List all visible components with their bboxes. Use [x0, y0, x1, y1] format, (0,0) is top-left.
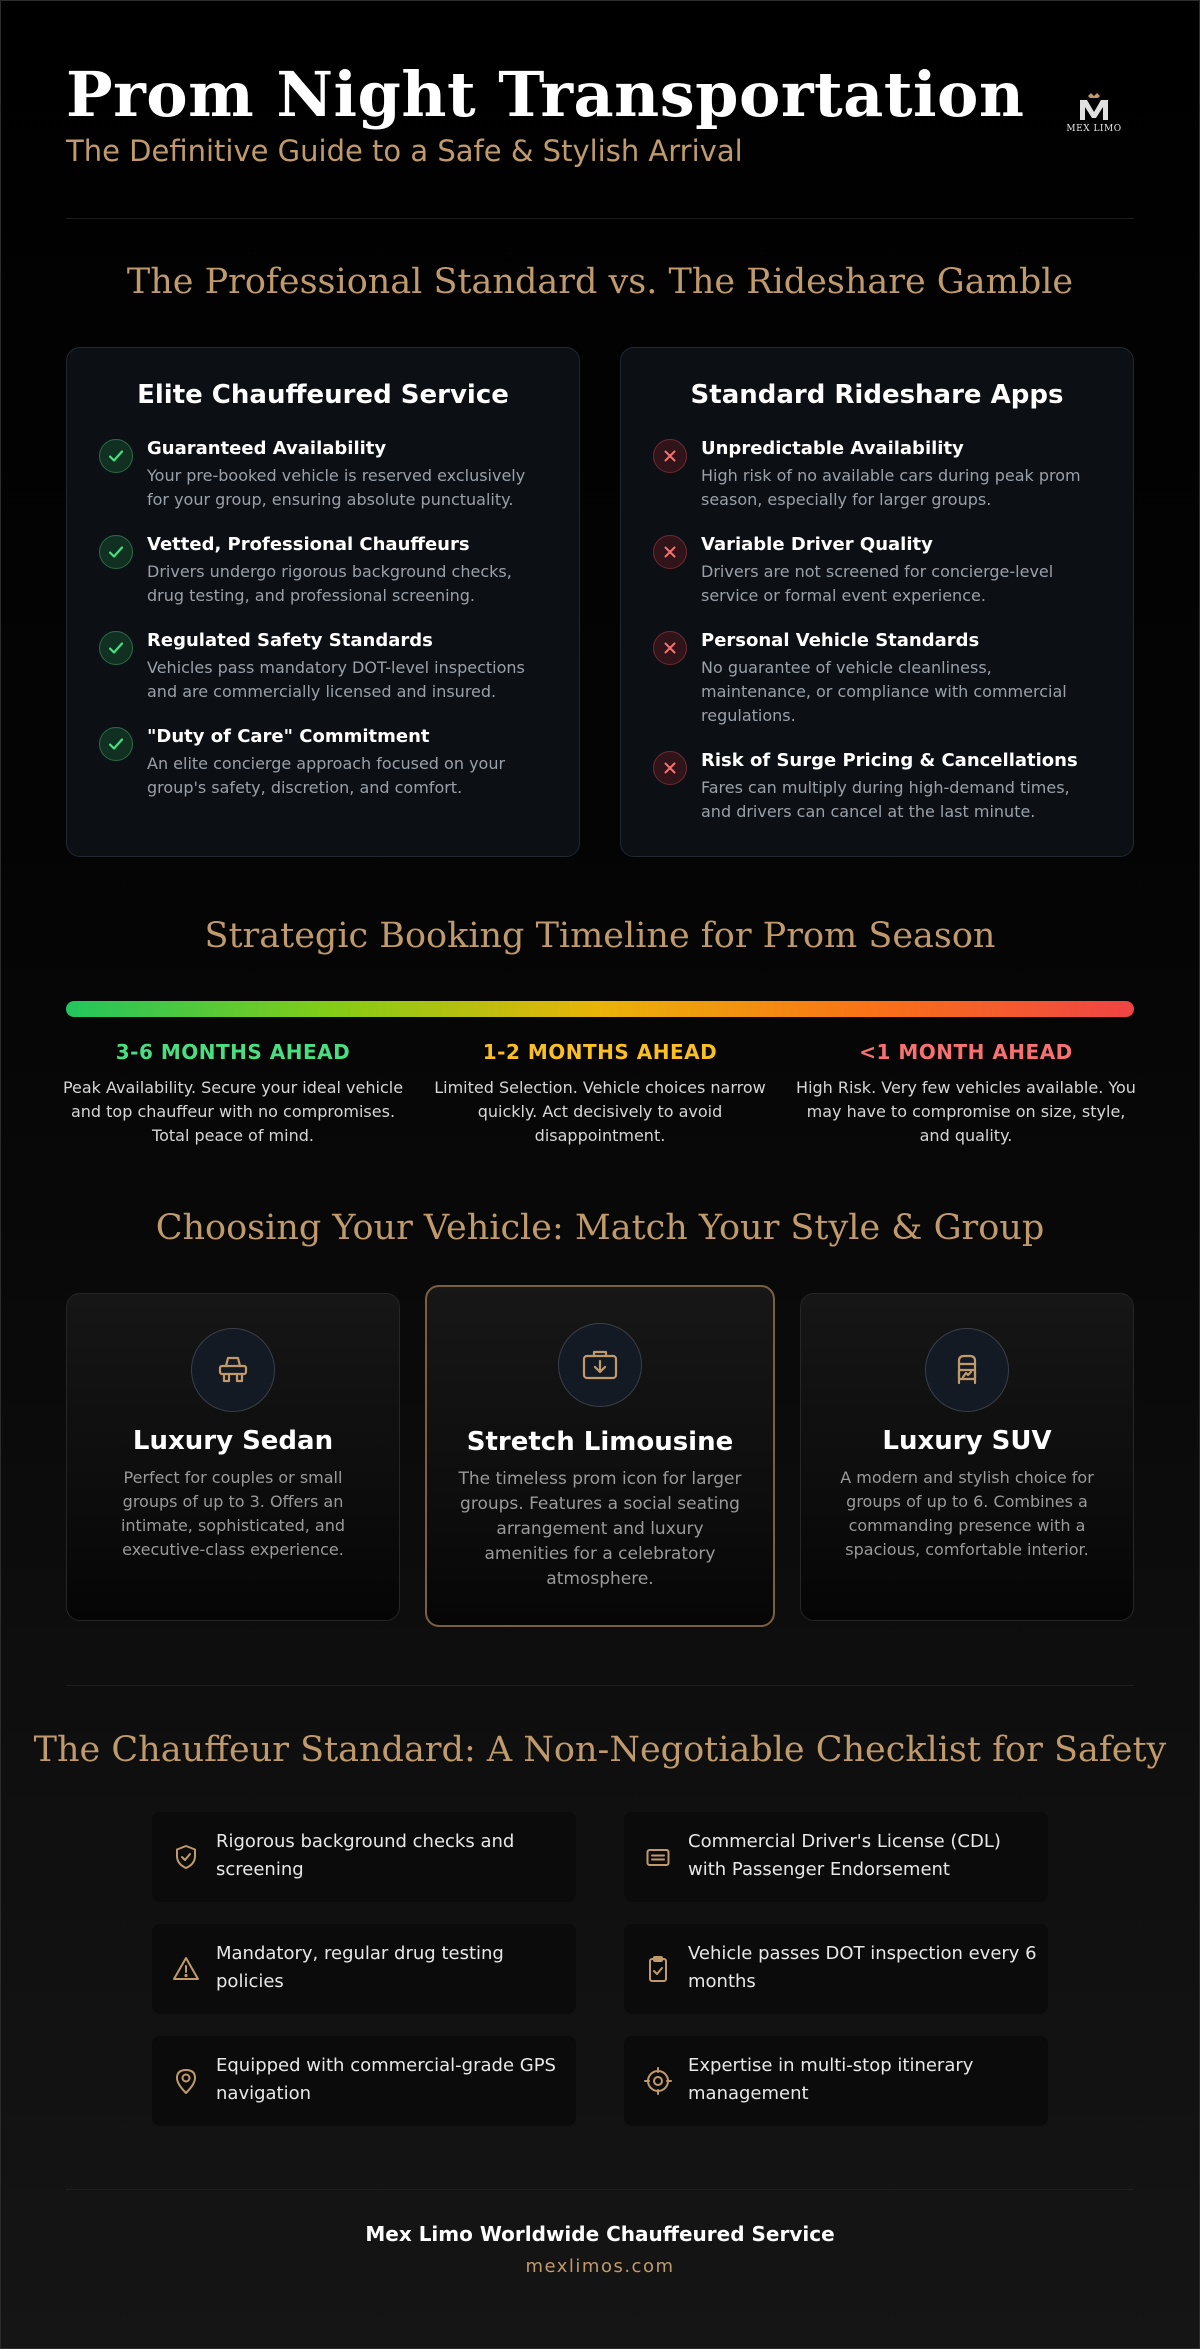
comparison-item-desc: Your pre-booked vehicle is reserved exclusively for your group, ensuring absolute punctuality.	[147, 466, 526, 509]
check-icon	[99, 535, 133, 569]
comparison-item-desc: An elite concierge approach focused on your group's safety, discretion, and comfort.	[147, 754, 506, 797]
suv-icon	[925, 1328, 1009, 1412]
timeline-stage-text: Peak Availability. Secure your ideal vehicle and top chauffeur with no compromises. Total peace of mind.	[62, 1078, 404, 1145]
chauffeur-service-card	[66, 347, 580, 857]
comparison-item-desc: No guarantee of vehicle cleanliness, maintenance, or compliance with commercial regulations.	[701, 658, 1067, 725]
vehicle-card-limousine[interactable]	[425, 1285, 775, 1627]
timeline-gradient-bar	[66, 1001, 1134, 1017]
chauffeur-service-heading: Elite Chauffeured Service	[137, 380, 509, 410]
check-icon	[99, 631, 133, 665]
checklist-item-text: Mandatory, regular drug testing policies	[216, 1943, 504, 1992]
timeline-stage-label: 3-6 MONTHS AHEAD	[115, 1040, 351, 1064]
crosshair-icon	[640, 2063, 676, 2099]
vehicle-name: Luxury Sedan	[132, 1426, 334, 1456]
timeline-stage	[58, 1040, 408, 1148]
comparison-item-title: Unpredictable Availability	[701, 438, 964, 459]
checklist-item	[624, 2036, 1048, 2126]
clipboard-check-icon	[640, 1951, 676, 1987]
comparison-item-desc: Drivers are not screened for concierge-level service or formal event experience.	[701, 562, 1054, 605]
comparison-item-desc: High risk of no available cars during peak prom season, especially for larger groups.	[701, 466, 1081, 509]
checklist-item	[152, 1812, 576, 1902]
comparison-title: The Professional Standard vs. The Rideshare Gamble	[126, 262, 1074, 302]
checklist-item	[624, 1812, 1048, 1902]
footer-divider	[66, 2189, 1134, 2190]
x-mark-icon	[653, 535, 687, 569]
vehicle-desc: Perfect for couples or small groups of up to 3. Offers an intimate, sophisticated, and executive-class experience.	[120, 1468, 346, 1559]
sedan-icon	[191, 1328, 275, 1412]
x-mark-icon	[653, 631, 687, 665]
comparison-item-desc: Vehicles pass mandatory DOT-level inspections and are commercially licensed and insured.	[147, 658, 525, 701]
checklist-item	[152, 1924, 576, 2014]
checklist-item	[152, 2036, 576, 2126]
comparison-item-title: "Duty of Care" Commitment	[147, 726, 430, 747]
header	[66, 0, 1134, 220]
vehicle-name: Stretch Limousine	[466, 1427, 734, 1457]
checklist-item	[624, 1924, 1048, 2014]
timeline-stage-text: High Risk. Very few vehicles available. You may have to compromise on size, style, and quality.	[796, 1078, 1136, 1145]
comparison-item-title: Risk of Surge Pricing & Cancellations	[701, 750, 1078, 771]
timeline-title: Strategic Booking Timeline for Prom Season	[204, 916, 996, 956]
page-subtitle: The Definitive Guide to a Safe & Stylish Arrival	[66, 134, 743, 168]
vehicle-card-suv[interactable]	[800, 1293, 1134, 1621]
page-title: Prom Night Transportation	[66, 58, 1025, 131]
crowned-m-logo-icon	[1076, 92, 1112, 122]
checklist-title: The Chauffeur Standard: A Non-Negotiable Checklist for Safety	[33, 1730, 1167, 1770]
timeline-stage-text: Limited Selection. Vehicle choices narrow quickly. Act decisively to avoid disappointment.	[434, 1078, 766, 1145]
comparison-item-title: Guaranteed Availability	[147, 438, 387, 459]
comparison-item-desc: Drivers undergo rigorous background checks, drug testing, and professional screening.	[147, 562, 512, 605]
comparison-item-title: Vetted, Professional Chauffeurs	[147, 534, 470, 555]
x-mark-icon	[653, 751, 687, 785]
checklist-item-text: Vehicle passes DOT inspection every 6 months	[688, 1943, 1037, 1992]
map-pin-icon	[168, 2063, 204, 2099]
header-divider	[66, 218, 1134, 219]
checklist-item-text: Commercial Driver's License (CDL) with Passenger Endorsement	[688, 1831, 1001, 1880]
footer-website-link[interactable]: mexlimos.com	[525, 2256, 675, 2277]
logo-text: MEX LIMO	[1066, 124, 1122, 134]
vehicle-card-sedan[interactable]	[66, 1293, 400, 1621]
vehicle-name: Luxury SUV	[882, 1426, 1052, 1456]
x-mark-icon	[653, 439, 687, 473]
timeline-stage	[791, 1040, 1141, 1148]
timeline-stage	[425, 1040, 775, 1148]
vehicle-desc: The timeless prom icon for larger groups. Features a social seating arrangement and luxury amenities for a celebratory atmosphere.	[458, 1469, 742, 1589]
timeline-stage-label: 1-2 MONTHS AHEAD	[482, 1040, 718, 1064]
section-divider	[66, 1685, 1134, 1686]
vehicle-desc: A modern and stylish choice for groups of up to 6. Combines a commanding presence with a spacious, comfortable interior.	[840, 1468, 1094, 1559]
comparison-item-title: Variable Driver Quality	[701, 534, 933, 555]
check-icon	[99, 727, 133, 761]
vehicles-title: Choosing Your Vehicle: Match Your Style & Group	[155, 1208, 1045, 1248]
checklist-item-text: Equipped with commercial-grade GPS navigation	[216, 2055, 556, 2104]
rideshare-card	[620, 347, 1134, 857]
limousine-icon	[558, 1323, 642, 1407]
license-card-icon	[640, 1839, 676, 1875]
comparison-item-title: Personal Vehicle Standards	[701, 630, 980, 651]
footer-company-name: Mex Limo Worldwide Chauffeured Service	[365, 2222, 835, 2246]
comparison-item-title: Regulated Safety Standards	[147, 630, 433, 651]
check-icon	[99, 439, 133, 473]
brand-logo[interactable]	[1062, 92, 1126, 134]
warning-triangle-icon	[168, 1951, 204, 1987]
shield-check-icon	[168, 1839, 204, 1875]
comparison-item-desc: Fares can multiply during high-demand times, and drivers can cancel at the last minute.	[701, 778, 1070, 821]
rideshare-heading: Standard Rideshare Apps	[690, 380, 1064, 410]
checklist-item-text: Rigorous background checks and screening	[216, 1831, 515, 1880]
checklist-item-text: Expertise in multi-stop itinerary management	[688, 2055, 974, 2104]
timeline-stage-label: <1 MONTH AHEAD	[859, 1040, 1073, 1064]
